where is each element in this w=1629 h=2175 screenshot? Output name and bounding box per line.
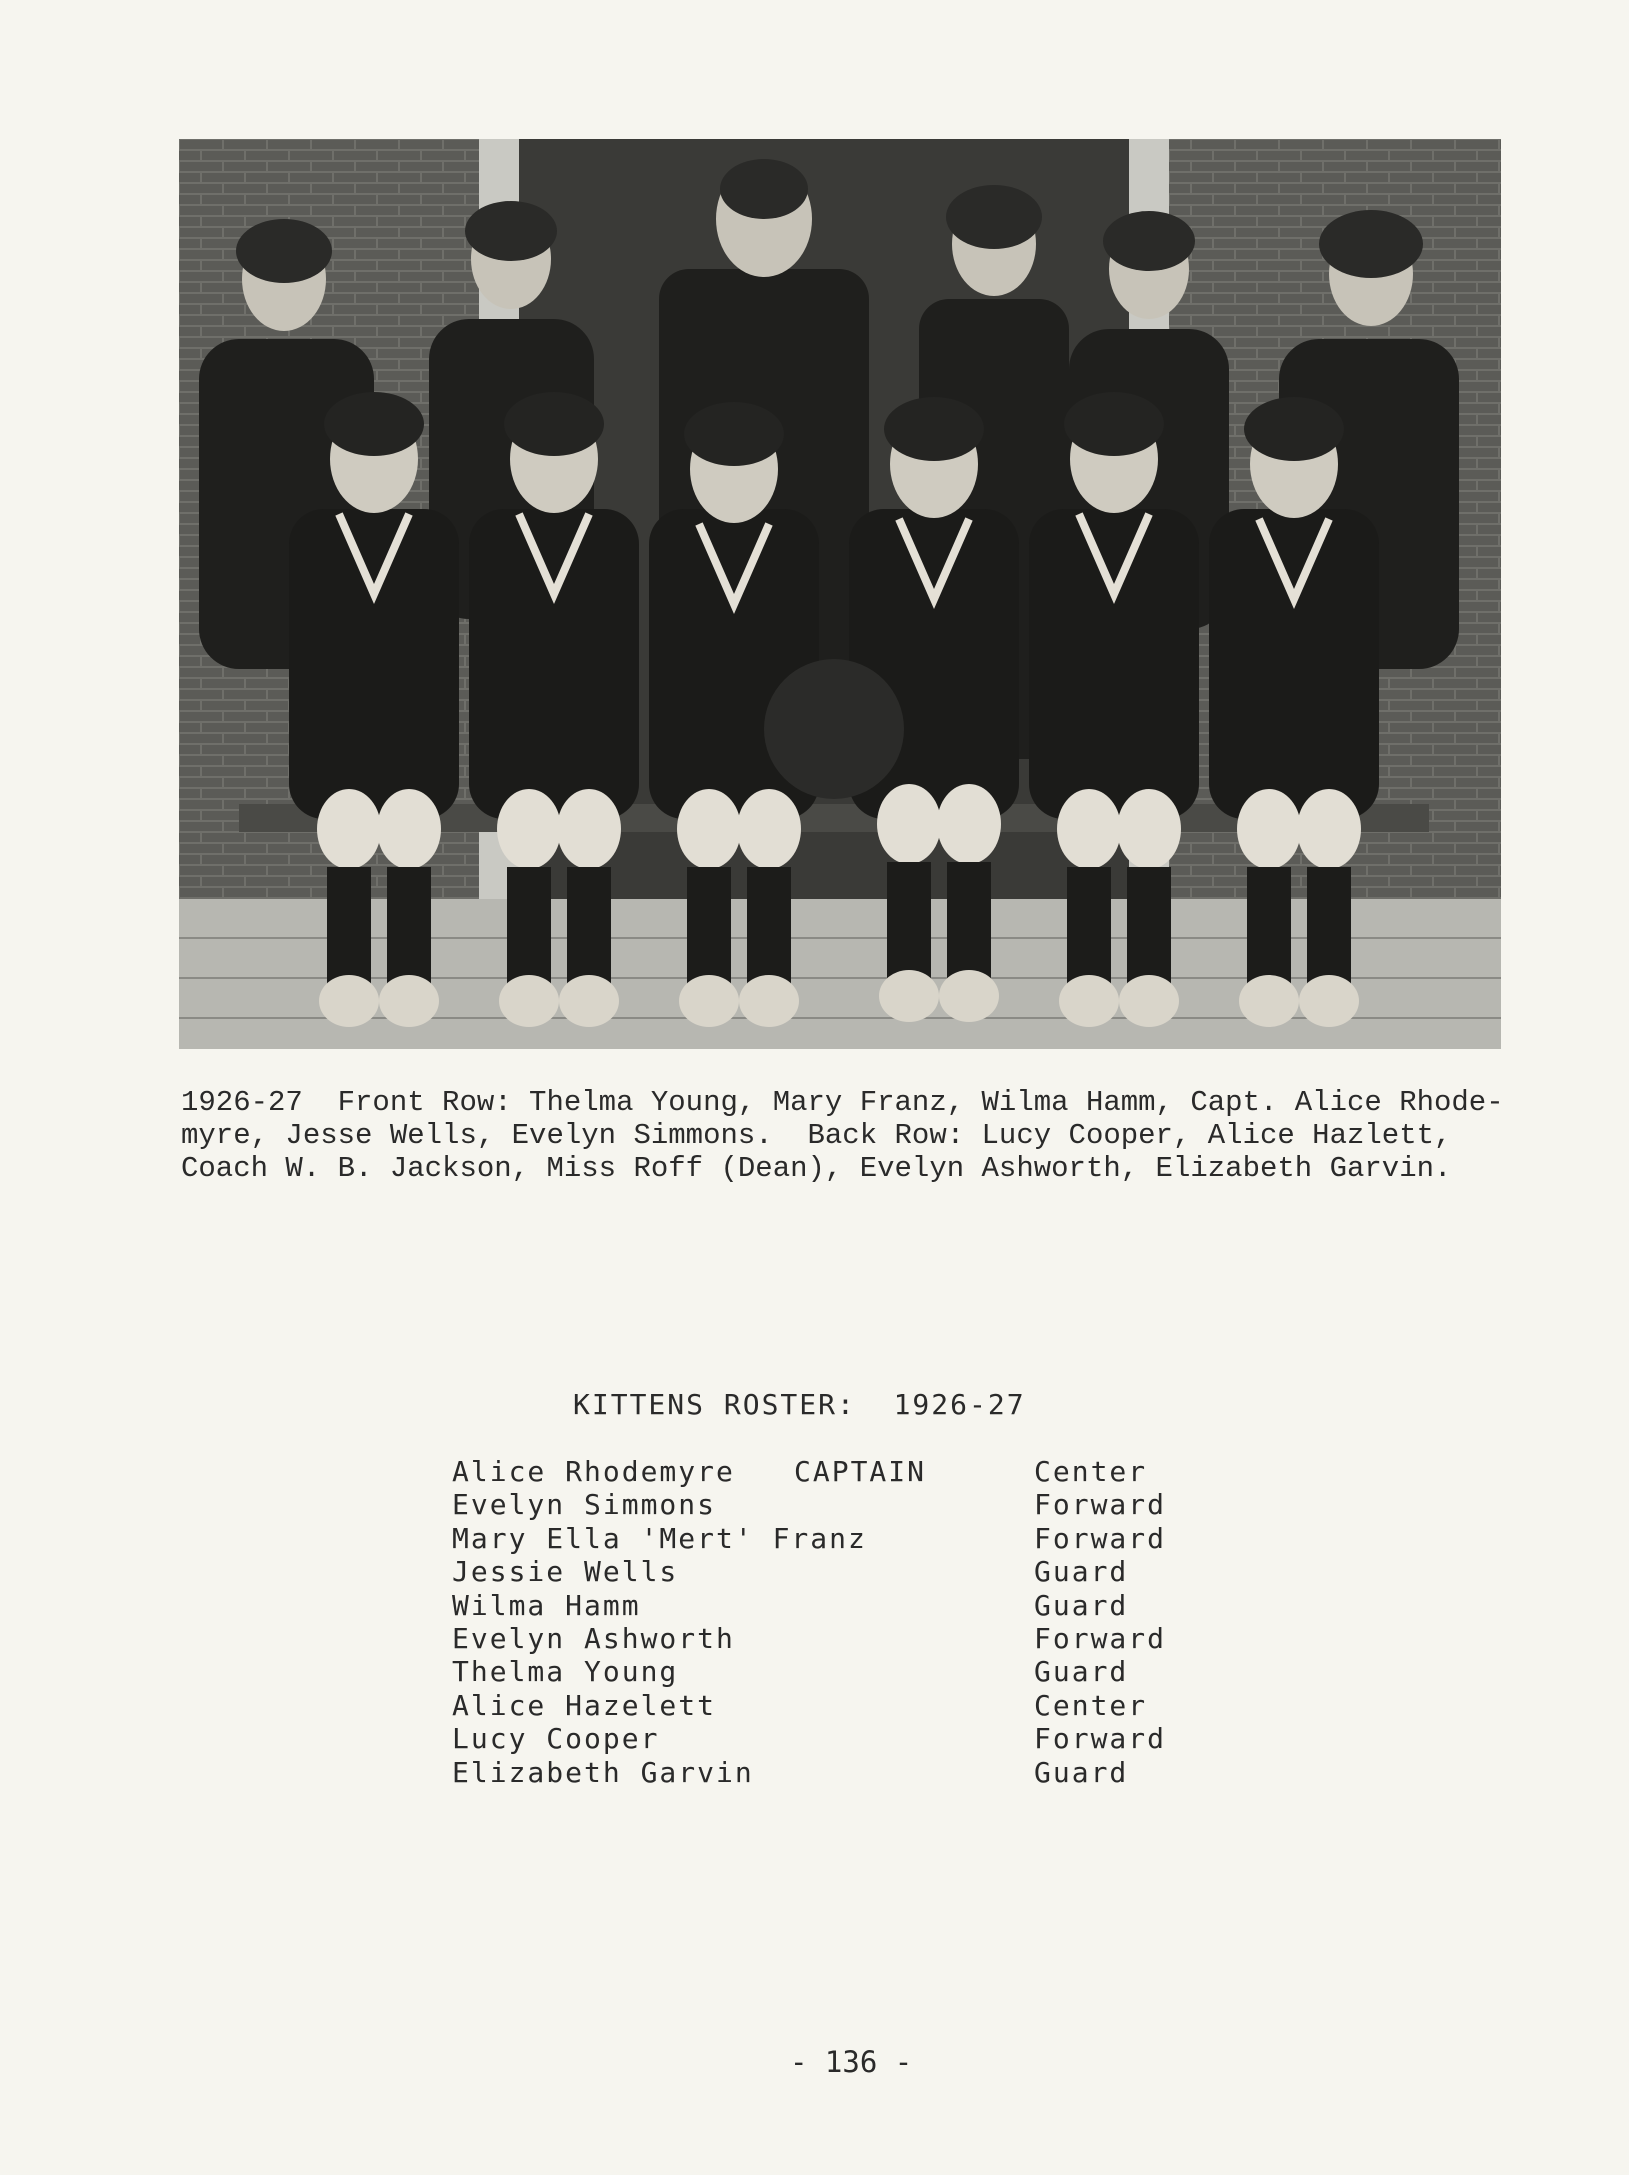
roster-row — [452, 1756, 1212, 1789]
photo-caption — [181, 1086, 1504, 1185]
player-position: Forward — [1034, 1521, 1167, 1555]
player-position: Center — [1034, 1455, 1148, 1488]
player-name: Elizabeth Garvin — [452, 1755, 754, 1789]
player-name: Thelma Young — [452, 1655, 679, 1689]
roster-list — [452, 1455, 1212, 1789]
caption-line: 1926-27 Front Row: Thelma Young, Mary Franz, Wilma Hamm, Capt. Alice Rhode- — [181, 1086, 1504, 1119]
player-position: Forward — [1034, 1488, 1167, 1522]
roster-row — [452, 1655, 1212, 1688]
roster-row — [452, 1555, 1212, 1588]
player-name: Wilma Hamm — [452, 1588, 641, 1622]
roster-row — [452, 1455, 1212, 1488]
team-photograph — [179, 139, 1501, 1049]
player-position: Forward — [1034, 1722, 1167, 1756]
roster-row — [452, 1589, 1212, 1622]
roster-row — [452, 1522, 1212, 1555]
player-name: Alice Hazelett — [452, 1688, 717, 1722]
player-name: Lucy Cooper — [452, 1722, 660, 1756]
roster-row — [452, 1689, 1212, 1722]
caption-line: myre, Jesse Wells, Evelyn Simmons. Back Row: Lucy Cooper, Alice Hazlett, — [181, 1119, 1452, 1152]
player-position: Guard — [1034, 1755, 1129, 1789]
player-name: Jessie Wells — [452, 1555, 679, 1589]
player-note: CAPTAIN — [794, 1455, 927, 1488]
caption-line: Coach W. B. Jackson, Miss Roff (Dean), Evelyn Ashworth, Elizabeth Garvin. — [181, 1152, 1452, 1185]
player-position: Forward — [1034, 1621, 1167, 1655]
player-position: Guard — [1034, 1555, 1129, 1589]
roster-title: KITTENS ROSTER: 1926-27 — [573, 1388, 1026, 1421]
player-name: Evelyn Ashworth — [452, 1621, 735, 1655]
page-number: - 136 - — [790, 2045, 913, 2079]
player-name: Alice Rhodemyre — [452, 1455, 735, 1488]
player-position: Center — [1034, 1688, 1148, 1722]
basketball-icon — [764, 659, 904, 799]
roster-row — [452, 1488, 1212, 1521]
roster-row — [452, 1622, 1212, 1655]
player-position: Guard — [1034, 1588, 1129, 1622]
player-name: Evelyn Simmons — [452, 1488, 717, 1522]
roster-row — [452, 1722, 1212, 1755]
player-position: Guard — [1034, 1655, 1129, 1689]
player-name: Mary Ella 'Mert' Franz — [452, 1521, 867, 1555]
